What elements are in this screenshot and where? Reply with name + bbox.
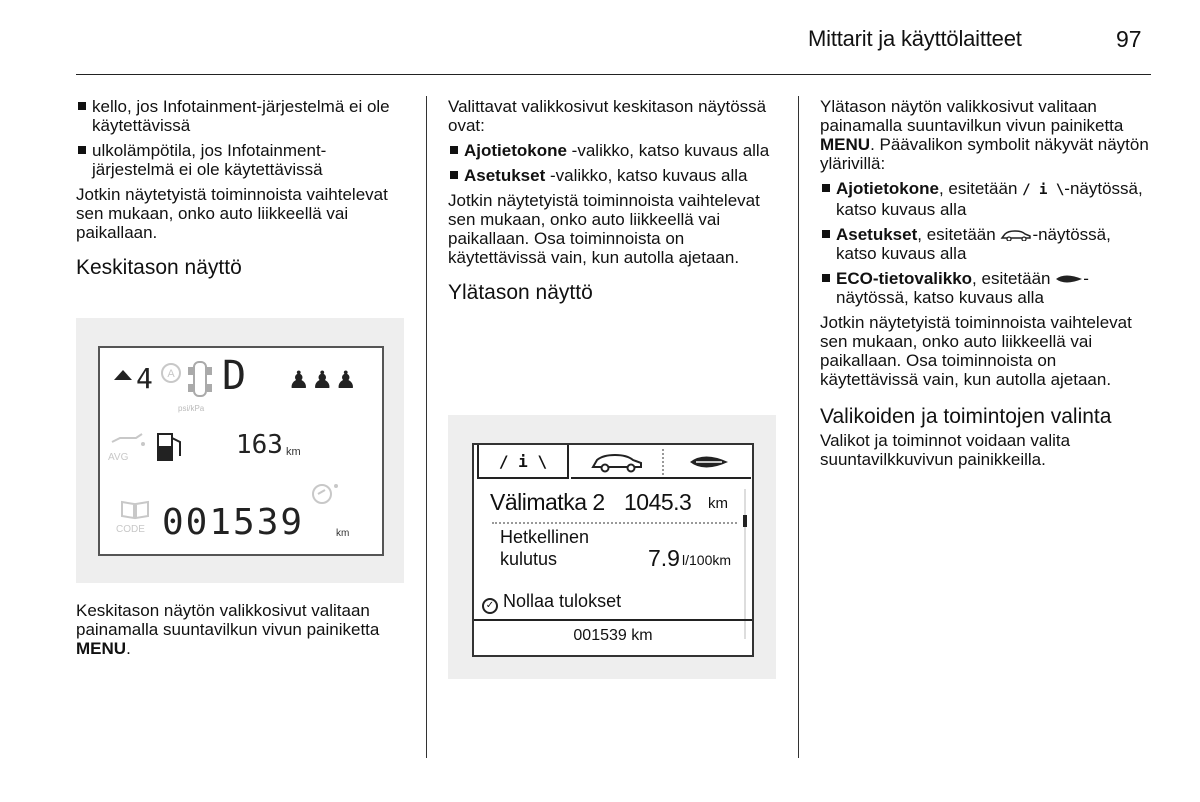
car-icon-inline: [1000, 229, 1032, 241]
column-3: [820, 97, 1150, 475]
b2-rest: -näytössä, katso kuvaus alla: [836, 225, 1111, 263]
range-unit: km: [286, 446, 301, 458]
menu-pages-intro: Valittavat valikkosivut keskitason näytössä ovat:: [448, 97, 767, 135]
menu-keyword-2: MENU: [820, 135, 871, 154]
trip-value: 1045.3: [624, 489, 692, 515]
page-header-title: Mittarit ja käyttölaitteet: [808, 26, 1022, 51]
uplevel-intro-end: . Päävalikon symbolit näkyvät näytön ylärivillä:: [820, 135, 1149, 173]
range-value: 163: [236, 430, 283, 460]
bullet-settings-symbol: [820, 225, 1150, 263]
page-number: 97: [1116, 26, 1142, 52]
trip-computer-desc: -valikko, katso kuvaus alla: [566, 141, 770, 160]
column-2: [448, 97, 778, 315]
b1-rest: -näytössä, katso kuvaus alla: [836, 179, 1143, 219]
settings-desc: -valikko, katso kuvaus alla: [545, 166, 748, 185]
b3-rest: -näytössä, katso kuvaus alla: [836, 269, 1089, 307]
avg-label: AVG: [108, 452, 129, 463]
psi-label: psi/kPa: [178, 404, 205, 413]
uplevel-screen: [472, 443, 754, 657]
scrollbar[interactable]: [744, 489, 746, 639]
status-odometer: 001539 km: [573, 627, 653, 644]
settings-label: Asetukset: [464, 166, 546, 185]
settings-label-2: Asetukset: [836, 225, 918, 244]
trip-computer-label-2: Ajotietokone: [836, 179, 939, 198]
manual-book-icon: [120, 500, 150, 520]
column-divider-2: [798, 96, 799, 758]
midlevel-lcd: [98, 346, 384, 556]
tab-trip-computer[interactable]: [477, 445, 569, 479]
header-divider: [76, 74, 1151, 75]
autostop-icon: [160, 362, 182, 384]
bullet-settings: [448, 166, 778, 185]
uplevel-intro: [820, 97, 1150, 173]
heading-menu-selection: Valikoiden ja toimintojen valinta: [820, 405, 1112, 428]
midlevel-note-end: .: [126, 639, 131, 658]
menu-selection-text: Valikot ja toiminnot voidaan valita suuntavilkkuvivun painikkeilla.: [820, 431, 1071, 469]
trip-unit: km: [708, 495, 728, 512]
eco-menu-label: ECO-tietovalikko: [836, 269, 973, 288]
eco-leaf-icon-inline: [1055, 273, 1083, 285]
tab-underline: [571, 477, 751, 479]
svg-text:A: A: [167, 368, 175, 380]
paragraph-functions-vary-2: Jotkin näytetyistä toiminnoista vaihtelevat sen mukaan, onko auto liikkeellä vai paikallaan. Osa toiminnoista on käytettävissä vain, kun autolla ajetaan.: [448, 191, 760, 267]
seatbelt-icons: ♟♟♟: [288, 367, 359, 394]
tab-settings[interactable]: [574, 445, 660, 479]
menu-keyword: MENU: [76, 639, 127, 658]
midlevel-note-text: Keskitason näytön valikkosivut valitaan painamalla suuntavilkun vivun painiketta: [76, 601, 380, 639]
b2-mid: , esitetään: [917, 225, 1001, 244]
instant-label-2: kulutus: [500, 549, 558, 569]
odometer-unit: km: [336, 528, 350, 539]
b1-mid: , esitetään: [938, 179, 1023, 198]
check-circle-icon: ✓: [482, 598, 498, 614]
oil-pressure-icon: [110, 432, 146, 448]
reset-label: Nollaa tulokset: [503, 591, 622, 611]
tire-pressure-car-icon: [186, 360, 214, 398]
reset-results-item[interactable]: [482, 591, 621, 614]
eco-leaf-icon: [688, 453, 730, 471]
instant-unit: l/100km: [682, 552, 732, 568]
code-label: CODE: [116, 524, 145, 535]
instant-label-1: Hetkellinen: [500, 527, 590, 547]
trip-computer-symbol: / i \: [1022, 182, 1065, 198]
bullet-trip-computer-symbol: [820, 179, 1150, 219]
bullet-eco-symbol: [820, 269, 1150, 307]
fuel-pump-icon: [156, 430, 184, 462]
bullet-trip-computer: [448, 141, 778, 160]
tab-eco[interactable]: [666, 445, 752, 479]
shift-up-arrow-icon: [114, 370, 132, 380]
column-1: [76, 97, 406, 290]
trip-computer-tab-symbol: / i \: [498, 451, 548, 471]
tab-separator: [662, 449, 664, 475]
paragraph-functions-vary-3: Jotkin näytetyistä toiminnoista vaihtelevat sen mukaan, onko auto liikkeellä vai paikallaan. Osa toiminnoista on käytettävissä vain, kun autolla ajetaan.: [820, 313, 1132, 389]
service-icon: [310, 482, 340, 506]
status-divider: [474, 619, 752, 621]
paragraph-functions-vary: Jotkin näytetyistä toiminnoista vaihtelevat sen mukaan, onko auto liikkeellä vai paikallaan.: [76, 185, 388, 242]
b3-mid: , esitetään: [972, 269, 1056, 288]
bullet-clock: kello, jos Infotainment-järjestelmä ei ole käytettävissä: [76, 97, 406, 135]
dotted-divider: [492, 522, 737, 524]
column-divider-1: [426, 96, 427, 758]
odometer-value: 001539: [162, 502, 305, 543]
midlevel-display-figure: [76, 318, 404, 583]
instant-value: 7.9: [648, 545, 680, 571]
heading-uplevel-display: Ylätason näyttö: [448, 281, 593, 304]
bullet-outside-temp: ulkolämpötila, jos Infotainment-järjestelmä ei ole käytettävissä: [76, 141, 406, 179]
car-icon: [589, 451, 645, 473]
trip-label: Välimatka 2: [490, 489, 605, 515]
heading-midlevel-display: Keskitason näyttö: [76, 256, 242, 279]
trip-computer-label: Ajotietokone: [464, 141, 567, 160]
gear-letter: D: [222, 353, 247, 399]
midlevel-display-note: [76, 601, 406, 658]
uplevel-intro-text: Ylätason näytön valikkosivut valitaan painamalla suuntavilkun vivun painiketta: [820, 97, 1124, 135]
gear-digit: 4: [136, 362, 153, 395]
uplevel-display-figure: [448, 415, 776, 679]
